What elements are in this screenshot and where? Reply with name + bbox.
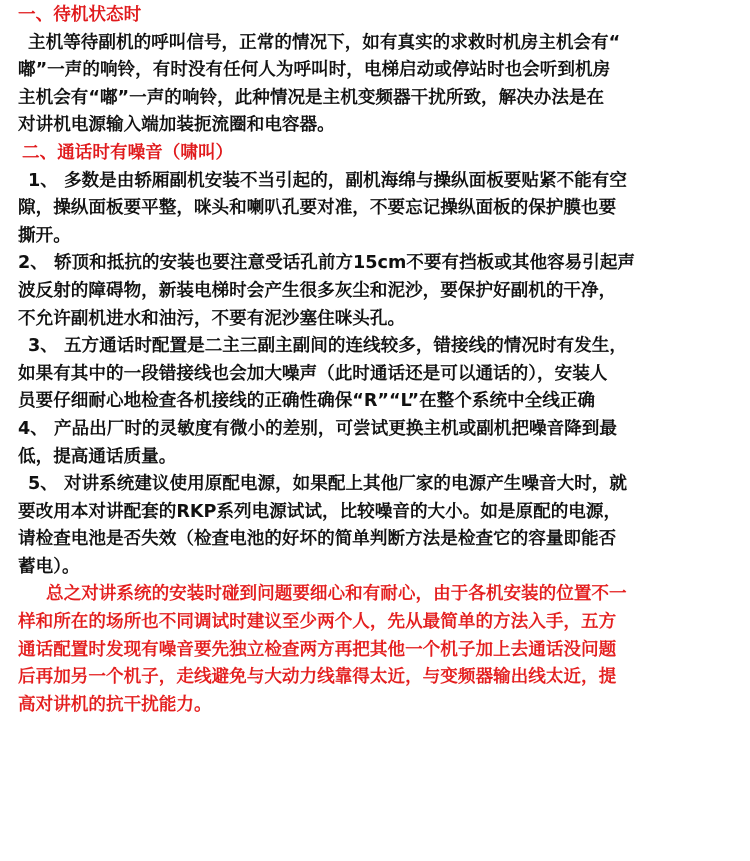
item-5-line: 蓄电）。 — [18, 556, 80, 577]
item-1-line: 隙，操纵面板要平整，咪头和喇叭孔要对准，不要忘记操纵面板的保护膜也要 — [18, 198, 617, 219]
section-1-line: 主机会有“嘟”一声的响铃，此种情况是主机变频器干扰所致，解决办法是在 — [18, 87, 605, 108]
item-2-line: 2、 轿顶和抵抗的安装也要注意受话孔前方15cm不要有挡板或其他容易引起声 — [18, 253, 636, 274]
summary-line: 后再加另一个机子，走线避免与大动力线靠得太近，与变频器输出线太近，提 — [18, 667, 617, 688]
item-2-line: 波反射的障碍物，新装电梯时会产生很多灰尘和泥沙，要保护好副机的干净， — [18, 280, 617, 301]
section-1-line: 对讲机电源输入端加装扼流圈和电容器。 — [18, 115, 335, 136]
item-1-line: 撕开。 — [18, 225, 71, 246]
item-3-line: 如果有其中的一段错接线也会加大噪声（此时通话还是可以通话的），安装人 — [18, 363, 608, 384]
item-3-line: 3、 五方通话时配置是二主三副主副间的连线较多，错接线的情况时有发生， — [28, 336, 627, 357]
summary-line: 样和所在的场所也不同调试时建议至少两个人，先从最简单的方法入手，五方 — [18, 612, 617, 633]
section-1-line: 主机等待副机的呼叫信号，正常的情况下，如有真实的求救时机房主机会有“ — [28, 32, 621, 53]
item-5-line: 5、 对讲系统建议使用原配电源，如果配上其他厂家的电源产生噪音大时，就 — [28, 474, 627, 495]
item-4-line: 4、 产品出厂时的灵敏度有微小的差别，可尝试更换主机或副机把噪音降到最 — [18, 418, 617, 439]
section-2-heading: 二、通话时有噪音（啸叫） — [22, 142, 234, 163]
item-4-line: 低，提高通话质量。 — [18, 446, 177, 467]
item-2-line: 不允许副机进水和油污，不要有泥沙塞住咪头孔。 — [18, 308, 406, 329]
item-5-line: 要改用本对讲配套的RKP系列电源试试，比较噪音的大小。如是原配的电源， — [18, 501, 622, 522]
item-3-line: 员要仔细耐心地检查各机接线的正确性确保“R”“L”在整个系统中全线正确 — [18, 391, 596, 412]
section-1-line: 嘟”一声的响铃，有时没有任何人为呼叫时，电梯启动或停站时也会听到机房 — [18, 60, 611, 81]
item-5-line: 请检查电池是否失效（检查电池的好坏的简单判断方法是检查它的容量即能否 — [18, 529, 617, 550]
summary-line: 通话配置时发现有噪音要先独立检查两方再把其他一个机子加上去通话没问题 — [18, 639, 617, 660]
summary-line: 总之对讲系统的安装时碰到问题要细心和有耐心，由于各机安装的位置不一 — [46, 584, 627, 605]
section-1-heading: 一、待机状态时 — [18, 5, 142, 25]
item-1-line: 1、 多数是由轿厢副机安装不当引起的，副机海绵与操纵面板要贴紧不能有空 — [28, 170, 627, 191]
summary-line: 高对讲机的抗干扰能力。 — [18, 694, 212, 715]
